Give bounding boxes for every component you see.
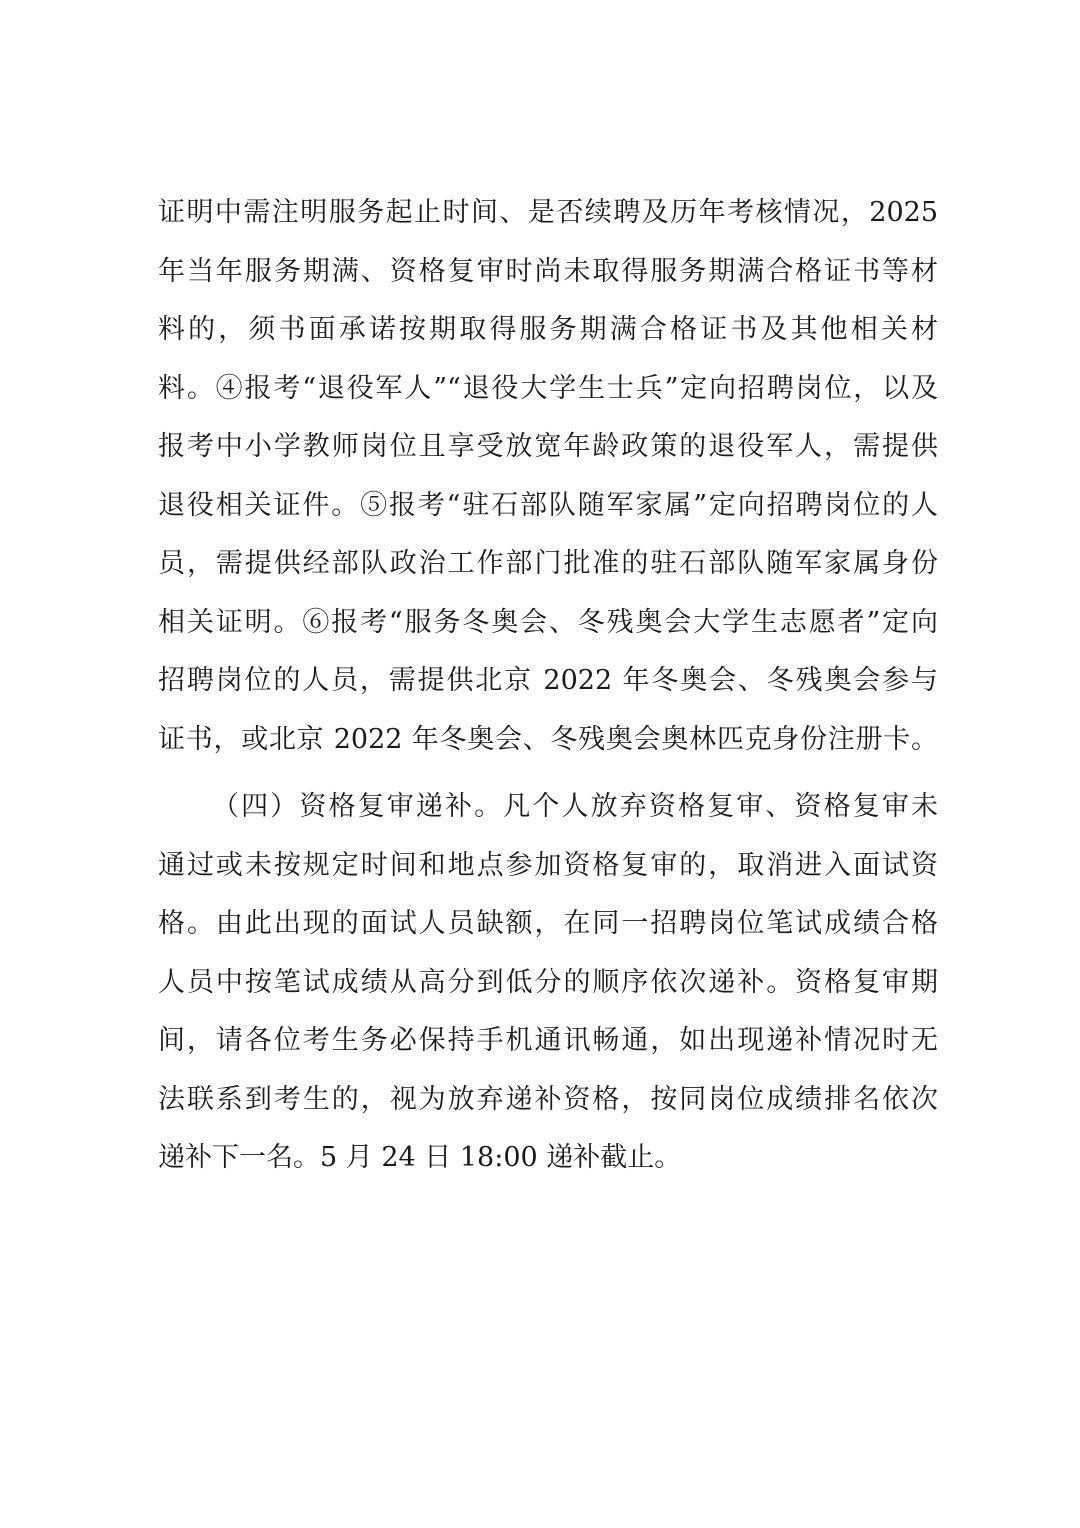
text-line: 相关证明。⑥报考“服务冬奥会、冬残奥会大学生志愿者”定向 — [158, 606, 938, 638]
text-line: 年当年服务期满、资格复审时尚未取得服务期满合格证书等材 — [158, 255, 938, 287]
text-line: 报考中小学教师岗位且享受放宽年龄政策的退役军人，需提供 — [158, 431, 938, 462]
text-line: 料的，须书面承诺按期取得服务期满合格证书及其他相关材 — [158, 314, 938, 345]
text-line: （四）资格复审递补。凡个人放弃资格复审、资格复审未 — [212, 791, 938, 822]
text-line: 员，需提供经部队政治工作部门批准的驻石部队随军家属身份 — [158, 548, 938, 579]
text-line: 证明中需注明服务起止时间、是否续聘及历年考核情况，2025 — [158, 197, 938, 228]
text-line: 间，请各位考生务必保持手机通讯畅通，如出现递补情况时无 — [158, 1025, 938, 1056]
paragraph-continued — [158, 184, 938, 769]
paragraph-four — [158, 778, 938, 1188]
text-line: 通过或未按规定时间和地点参加资格复审的，取消进入面试资 — [158, 849, 938, 881]
text-line: 格。由此出现的面试人员缺额，在同一招聘岗位笔试成绩合格 — [158, 908, 938, 939]
text-line: 退役相关证件。⑤报考“驻石部队随军家属”定向招聘岗位的人 — [158, 489, 938, 521]
text-line: 递补下一名。5 月 24 日 18:00 递补截止。 — [158, 1142, 682, 1173]
text-line: 法联系到考生的，视为放弃递补资格，按同岗位成绩排名依次 — [158, 1083, 938, 1115]
text-line: 料。④报考“退役军人”“退役大学生士兵”定向招聘岗位，以及 — [158, 372, 938, 404]
text-line: 证书，或北京 2022 年冬奥会、冬残奥会奥林匹克身份注册卡。 — [158, 723, 938, 755]
text-line: 招聘岗位的人员，需提供北京 2022 年冬奥会、冬残奥会参与 — [158, 665, 938, 696]
text-line: 人员中按笔试成绩从高分到低分的顺序依次递补。资格复审期 — [158, 966, 938, 998]
